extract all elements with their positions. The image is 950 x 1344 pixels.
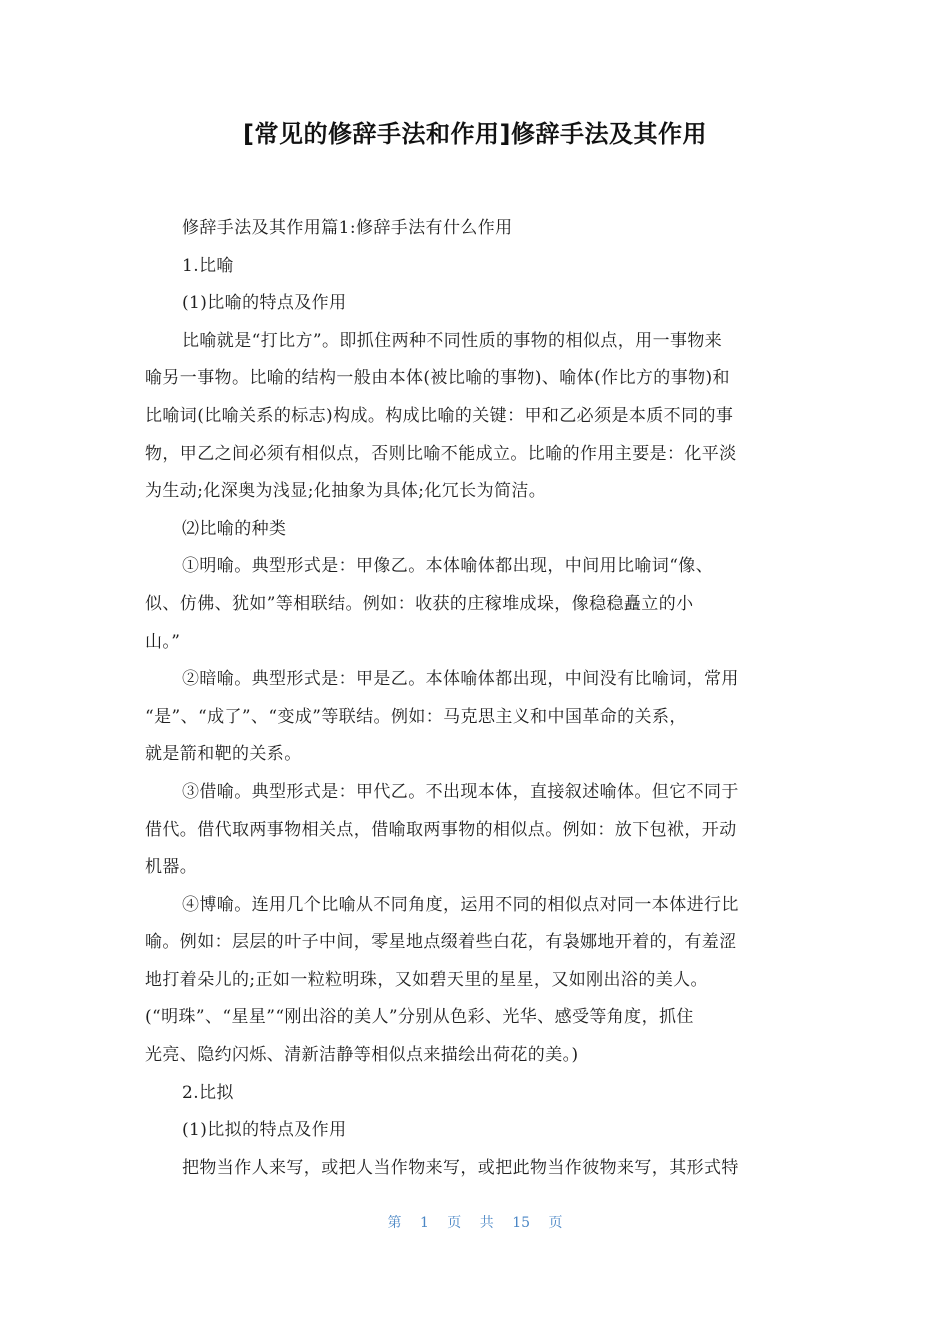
text-line: 似、仿佛、犹如”等相联结。例如：收获的庄稼堆成垛，像稳稳矗立的小 [145,593,694,614]
text-line: 把物当作人来写，或把人当作物来写，或把此物当作彼物来写，其形式特 [182,1157,739,1178]
document-title: [常见的修辞手法和作用]修辞手法及其作用 [243,120,707,148]
text-line: ⑵比喻的种类 [182,518,287,539]
text-line: ④博喻。连用几个比喻从不同角度，运用不同的相似点对同一本体进行比 [182,894,739,915]
text-line: (1)比喻的特点及作用 [182,293,347,314]
document-body [145,210,805,1187]
text-line: 地打着朵儿的;正如一粒粒明珠，又如碧天里的星星，又如刚出浴的美人。 [145,969,708,990]
text-line: 修辞手法及其作用篇1:修辞手法有什么作用 [182,218,513,238]
text-line: ③借喻。典型形式是：甲代乙。不出现本体，直接叙述喻体。但它不同于 [182,781,739,802]
text-line: 1.比喻 [182,255,234,276]
text-line: 为生动;化深奥为浅显;化抽象为具体;化冗长为简洁。 [145,481,547,502]
text-line: 2.比拟 [182,1082,234,1103]
text-line: “是”、“成了”、“变成”等联结。例如：马克思主义和中国革命的关系， [145,706,687,727]
text-line: 喻。例如：层层的叶子中间，零星地点缀着些白花，有袅娜地开着的，有羞涩 [145,932,737,953]
text-line: 光亮、隐约闪烁、清新洁静等相似点来描绘出荷花的美。) [145,1045,579,1066]
text-line: (“明珠”、“星星”“刚出浴的美人”分别从色彩、光华、感受等角度，抓住 [145,1007,694,1028]
text-line: 山。” [145,631,181,652]
text-line: (1)比拟的特点及作用 [182,1120,347,1141]
text-line: 就是箭和靶的关系。 [145,744,302,765]
text-line: ①明喻。典型形式是：甲像乙。本体喻体都出现，中间用比喻词“像、 [182,556,714,577]
text-line: ②暗喻。典型形式是：甲是乙。本体喻体都出现，中间没有比喻词，常用 [182,669,739,690]
text-line: 比喻词(比喻关系的标志)构成。构成比喻的关键：甲和乙必须是本质不同的事 [145,405,734,426]
page-footer: 第 1 页 共 15 页 [387,1215,563,1231]
text-line: 机器。 [145,857,198,878]
text-line: 借代。借代取两事物相关点，借喻取两事物的相似点。例如：放下包袱，开动 [145,819,737,840]
text-line: 物，甲乙之间必须有相似点，否则比喻不能成立。比喻的作用主要是：化平淡 [145,443,737,464]
text-line: 喻另一事物。比喻的结构一般由本体(被比喻的事物)、喻体(作比方的事物)和 [145,368,730,389]
text-line: 比喻就是“打比方”。即抓住两种不同性质的事物的相似点，用一事物来 [182,330,723,351]
